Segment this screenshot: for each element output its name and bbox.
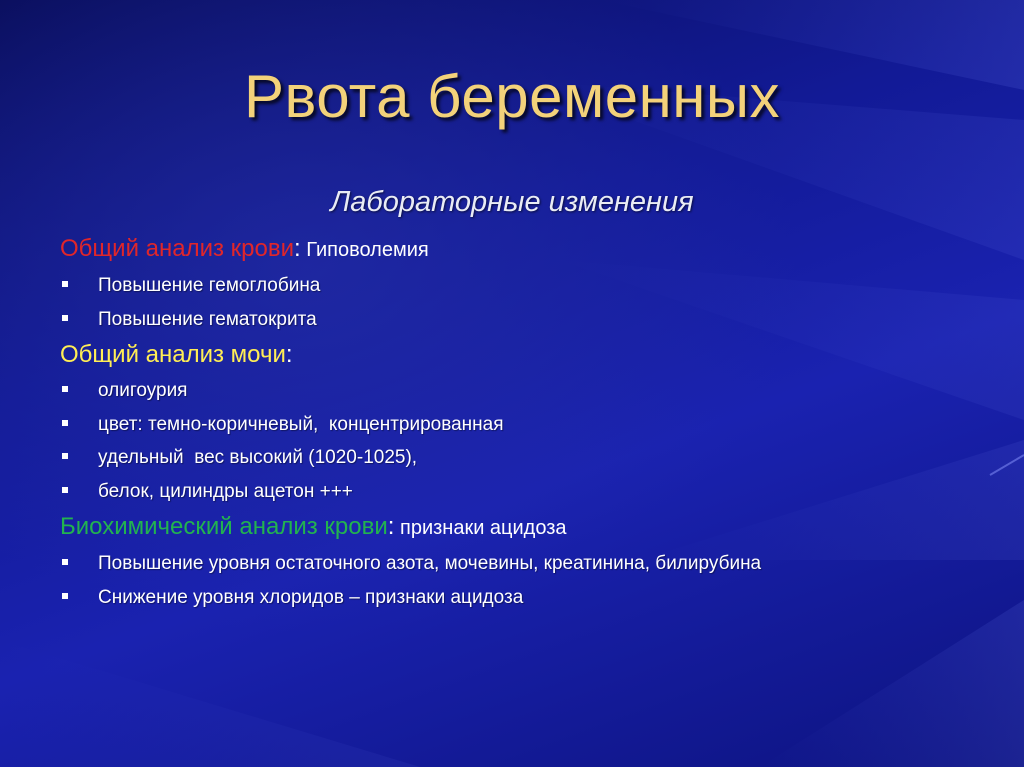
square-bullet-icon	[62, 487, 68, 493]
square-bullet-icon	[62, 593, 68, 599]
section-label: Общий анализ крови	[60, 235, 295, 262]
section-list-urine	[60, 374, 980, 508]
list-item-text: Повышение уровня остаточного азота, мочевины, креатинина, билирубина	[98, 553, 762, 574]
list-item-text: белок, цилиндры ацетон +++	[98, 480, 353, 502]
list-item	[60, 269, 980, 303]
slide-subtitle: Лабораторные изменения	[330, 186, 694, 218]
section-list-biochem	[60, 547, 980, 614]
section-extra: Гиповолемия	[300, 239, 429, 261]
list-item-text: Повышение гематокрита	[98, 308, 317, 330]
square-bullet-icon	[62, 453, 68, 459]
section-label: Биохимический анализ крови	[60, 513, 388, 540]
section-list-blood	[60, 269, 980, 336]
list-item	[60, 303, 980, 337]
square-bullet-icon	[62, 559, 68, 565]
section-colon: :	[294, 235, 301, 262]
list-item-text: Снижение уровня хлоридов – признаки ацидоза	[98, 586, 524, 608]
slide-content	[60, 230, 980, 614]
list-item	[60, 581, 980, 615]
section-label: Общий анализ мочи	[60, 341, 286, 368]
list-item	[60, 547, 980, 581]
list-item	[60, 441, 980, 475]
list-item-text: олигоурия	[98, 380, 188, 401]
list-item	[60, 475, 980, 509]
section-extra: признаки ацидоза	[394, 517, 567, 539]
list-item	[60, 374, 980, 408]
section-colon: :	[387, 513, 395, 540]
square-bullet-icon	[62, 386, 68, 392]
list-item-text: Повышение гемоглобина	[98, 275, 321, 296]
slide-title: Рвота беременных	[244, 63, 780, 130]
list-item-text: цвет: темно-коричневый, концентрированная	[98, 413, 504, 435]
section-heading-blood	[60, 230, 980, 269]
square-bullet-icon	[62, 315, 68, 321]
section-heading-urine	[60, 336, 980, 374]
square-bullet-icon	[62, 420, 68, 426]
square-bullet-icon	[62, 281, 68, 287]
list-item-text: удельный вес высокий (1020-1025),	[98, 447, 418, 468]
list-item	[60, 408, 980, 442]
section-colon: :	[285, 341, 293, 368]
section-heading-biochem	[60, 508, 980, 547]
